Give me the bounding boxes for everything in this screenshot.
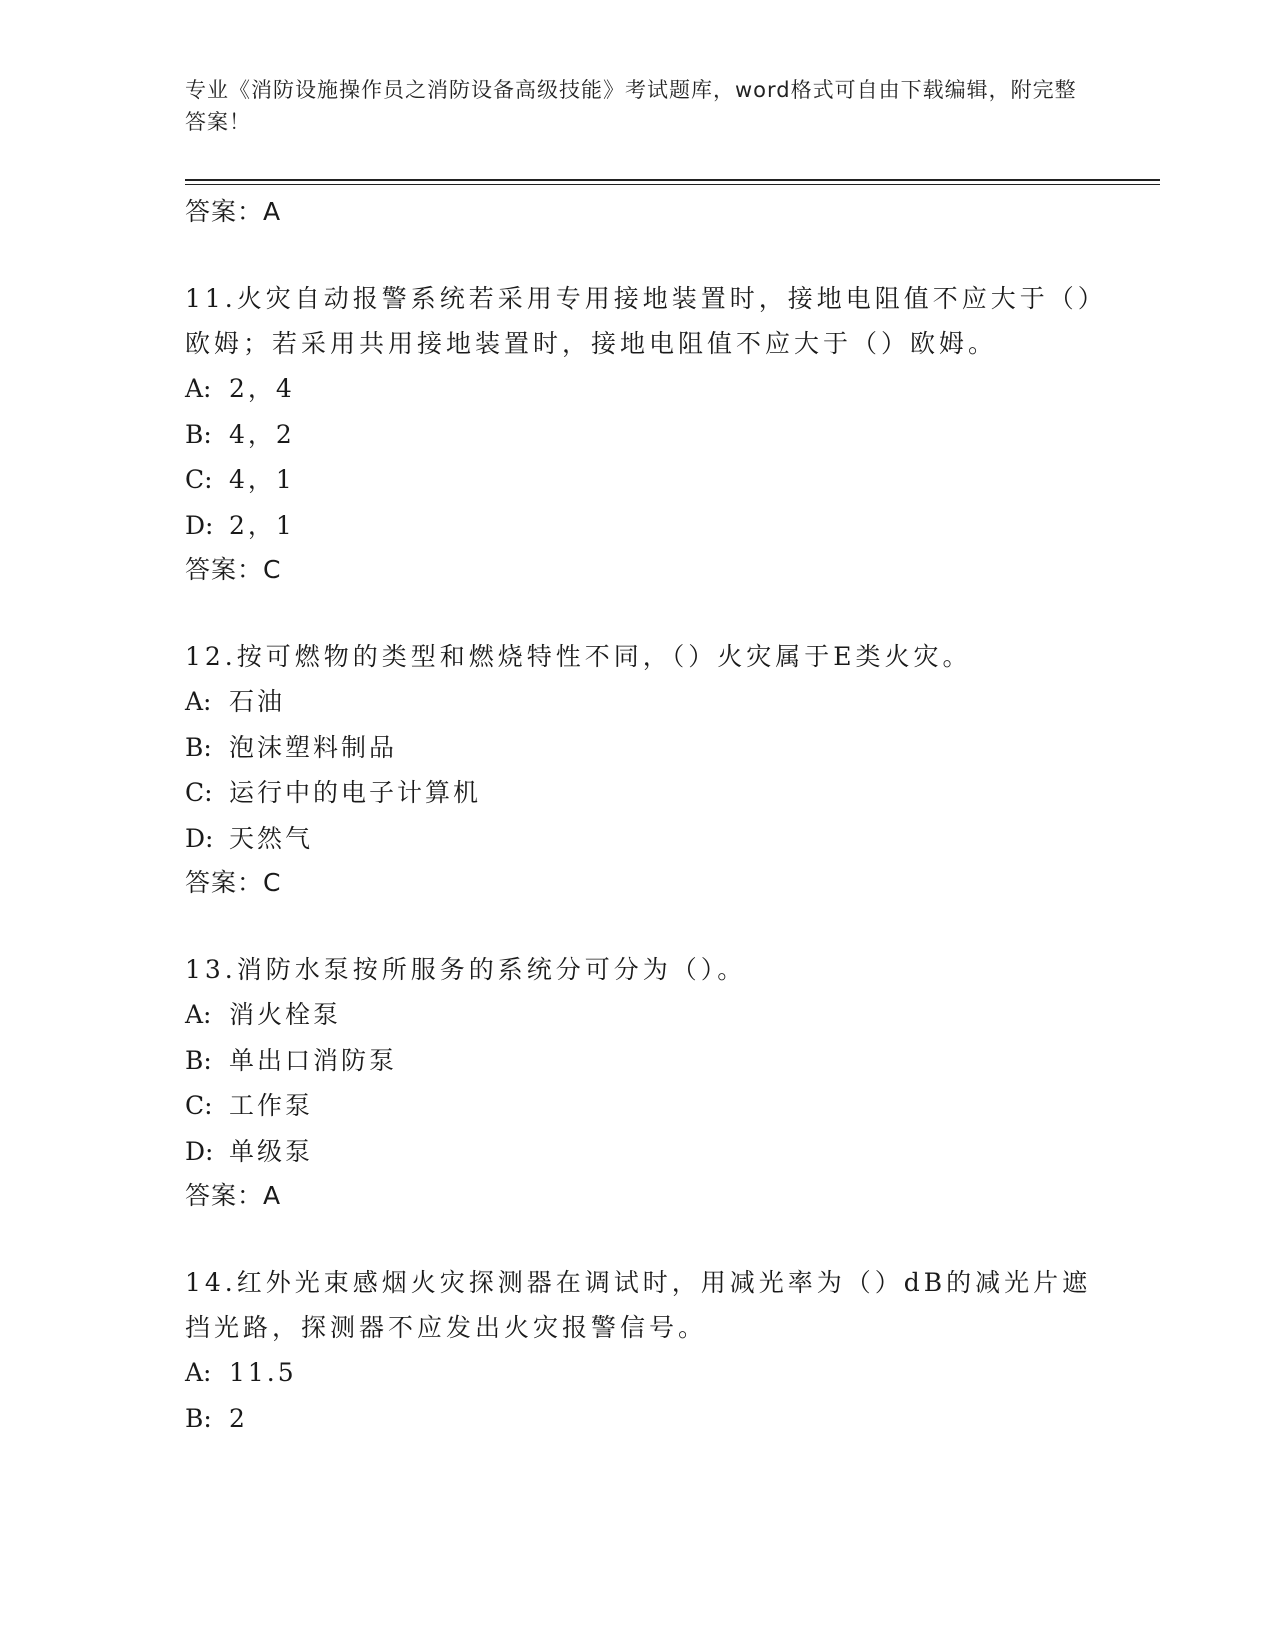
option-text: 2，1 bbox=[229, 510, 295, 540]
option-letter: A: bbox=[185, 1358, 212, 1387]
option-text: 单级泵 bbox=[229, 1136, 314, 1166]
option-letter: A: bbox=[185, 1000, 212, 1029]
option-text: 运行中的电子计算机 bbox=[229, 778, 482, 807]
option-text: 4，2 bbox=[229, 419, 295, 449]
question-block bbox=[185, 947, 1105, 1218]
option-letter: B: bbox=[185, 1403, 212, 1433]
page-header: 专业《消防设施操作员之消防设备高级技能》考试题库，word格式可自由下载编辑，附完整答案！ bbox=[185, 78, 1077, 134]
option-text: 11.5 bbox=[229, 1358, 297, 1387]
option-text: 4，1 bbox=[229, 465, 295, 494]
option-c bbox=[185, 457, 1105, 503]
question-text: 13.消防水泵按所服务的系统分可分为（）。 bbox=[185, 955, 747, 984]
option-c bbox=[185, 1083, 1105, 1129]
option-letter: B: bbox=[185, 419, 212, 449]
option-letter: C: bbox=[185, 778, 213, 807]
option-text: 泡沫塑料制品 bbox=[229, 732, 398, 762]
option-letter: D: bbox=[185, 823, 214, 853]
question-text: 11.火灾自动报警系统若采用专用接地装置时，接地电阻值不应大于（）欧姆；若采用共用接地装置时，接地电阻值不应大于（）欧姆。 bbox=[185, 284, 1095, 358]
answer-line: 答案：A bbox=[185, 1181, 282, 1210]
option-letter: D: bbox=[185, 1136, 214, 1166]
question-list bbox=[185, 190, 1105, 1441]
option-a bbox=[185, 1350, 1105, 1396]
header-rule-thin bbox=[185, 184, 1160, 185]
option-letter: C: bbox=[185, 465, 213, 494]
option-text: 2，4 bbox=[229, 374, 295, 403]
option-letter: A: bbox=[185, 374, 212, 403]
question-block bbox=[185, 1260, 1105, 1441]
question-block bbox=[185, 276, 1105, 592]
option-b bbox=[185, 412, 1105, 458]
option-letter: B: bbox=[185, 732, 212, 762]
option-letter: B: bbox=[185, 1045, 212, 1075]
option-text: 工作泵 bbox=[229, 1091, 314, 1120]
question-text: 14.红外光束感烟火灾探测器在调试时，用减光率为（）dB的减光片遮挡光路，探测器不应发出火灾报警信号。 bbox=[185, 1268, 1092, 1342]
option-text: 石油 bbox=[229, 687, 286, 716]
option-letter: D: bbox=[185, 510, 214, 540]
option-d bbox=[185, 503, 1105, 549]
header-rule-thick bbox=[185, 179, 1160, 181]
option-a bbox=[185, 679, 1105, 725]
option-text: 单出口消防泵 bbox=[229, 1045, 398, 1075]
option-text: 消火栓泵 bbox=[229, 1000, 342, 1029]
option-letter: C: bbox=[185, 1091, 213, 1120]
option-a bbox=[185, 992, 1105, 1038]
option-b bbox=[185, 1396, 1105, 1442]
answer-line: 答案：C bbox=[185, 555, 282, 584]
question-block bbox=[185, 634, 1105, 905]
option-c bbox=[185, 770, 1105, 816]
option-b bbox=[185, 725, 1105, 771]
question-text: 12.按可燃物的类型和燃烧特性不同，（）火灾属于E类火灾。 bbox=[185, 642, 972, 671]
option-b bbox=[185, 1038, 1105, 1084]
option-letter: A: bbox=[185, 687, 212, 716]
answer-line: 答案：C bbox=[185, 868, 282, 897]
option-a bbox=[185, 366, 1105, 412]
option-text: 天然气 bbox=[229, 823, 314, 853]
option-text: 2 bbox=[229, 1403, 248, 1433]
option-d bbox=[185, 1129, 1105, 1175]
option-d bbox=[185, 816, 1105, 862]
answer-line: 答案：A bbox=[185, 197, 282, 226]
